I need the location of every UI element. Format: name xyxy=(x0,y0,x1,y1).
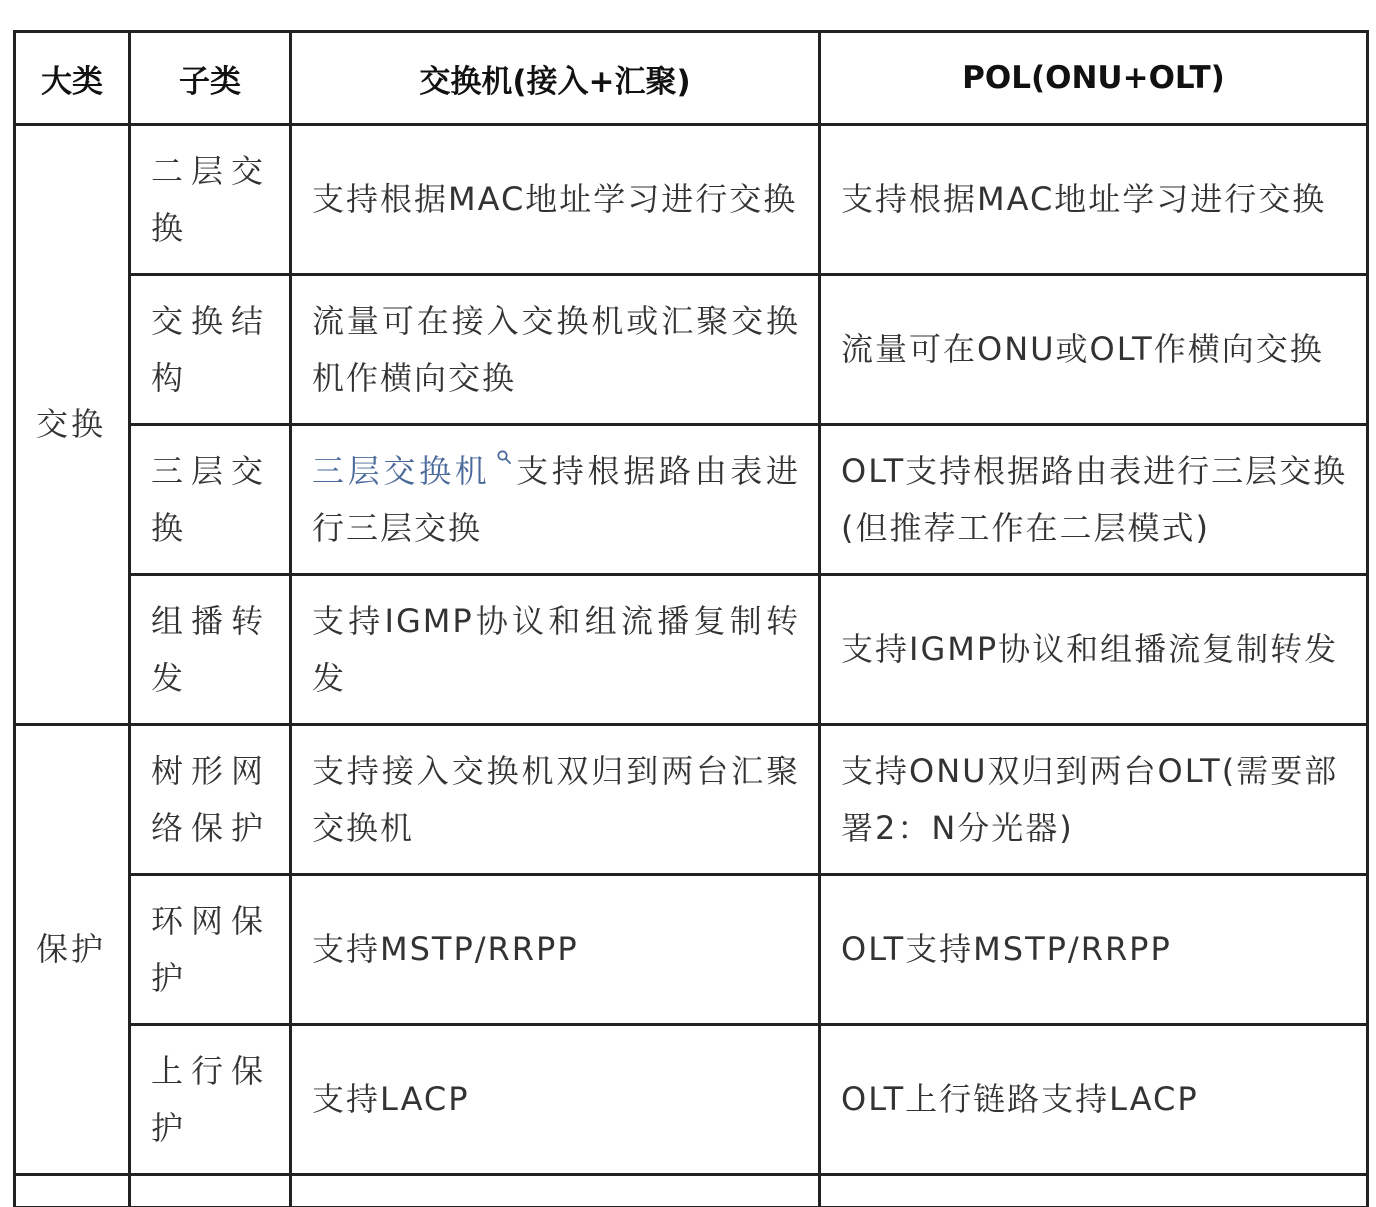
switch-cell: 支持根据MAC地址学习进行交换 xyxy=(291,125,820,275)
pol-cell: OLT上行链路支持LACP xyxy=(820,1025,1368,1175)
table-row xyxy=(15,425,1368,575)
table-row xyxy=(15,1025,1368,1175)
header-row xyxy=(15,32,1368,125)
switch-cell xyxy=(291,425,820,575)
subcategory-cell: 三层交换 xyxy=(130,425,291,575)
category-cell: 保护 xyxy=(15,725,130,1175)
subcategory-cell: 组播转发 xyxy=(130,575,291,725)
pol-cell: OLT支持根据路由表进行三层交换(但推荐工作在二层模式) xyxy=(820,425,1368,575)
header-pol: POL(ONU+OLT) xyxy=(820,32,1368,125)
switch-cell: 支持接入交换机双归到两台汇聚交换机 xyxy=(291,725,820,875)
pol-cell: 流量可在ONU或OLT作横向交换 xyxy=(820,275,1368,425)
category-cell: 交换 xyxy=(15,125,130,725)
l3-switch-link[interactable]: 三层交换机 xyxy=(312,451,491,490)
switch-cell-text: 支持根据路由表进行三层交换 xyxy=(312,451,800,547)
table-row xyxy=(15,875,1368,1025)
table-row xyxy=(15,725,1368,875)
subcategory-cell: 交换结构 xyxy=(130,275,291,425)
pol-cell: OLT支持MSTP/RRPP xyxy=(820,875,1368,1025)
table-row xyxy=(15,125,1368,275)
pol-cell: 支持ONU双归到两台OLT(需要部署2：N分光器) xyxy=(820,725,1368,875)
search-icon[interactable] xyxy=(496,449,512,465)
subcategory-cell: 上行保护 xyxy=(130,1025,291,1175)
header-category: 大类 xyxy=(15,32,130,125)
header-subcategory: 子类 xyxy=(130,32,291,125)
empty-cell xyxy=(291,1175,820,1207)
subcategory-cell: 环网保护 xyxy=(130,875,291,1025)
empty-cell xyxy=(15,1175,130,1207)
pol-cell: 支持IGMP协议和组播流复制转发 xyxy=(820,575,1368,725)
table-row-partial xyxy=(15,1175,1368,1207)
subcategory-cell: 二层交换 xyxy=(130,125,291,275)
table-row xyxy=(15,575,1368,725)
empty-cell xyxy=(130,1175,291,1207)
switch-cell: 支持LACP xyxy=(291,1025,820,1175)
header-switch: 交换机(接入+汇聚) xyxy=(291,32,820,125)
pol-cell: 支持根据MAC地址学习进行交换 xyxy=(820,125,1368,275)
subcategory-cell: 树形网络保护 xyxy=(130,725,291,875)
switch-cell: 支持IGMP协议和组流播复制转发 xyxy=(291,575,820,725)
empty-cell xyxy=(820,1175,1368,1207)
table-row xyxy=(15,275,1368,425)
switch-cell: 支持MSTP/RRPP xyxy=(291,875,820,1025)
switch-cell: 流量可在接入交换机或汇聚交换机作横向交换 xyxy=(291,275,820,425)
comparison-table xyxy=(13,30,1369,1207)
